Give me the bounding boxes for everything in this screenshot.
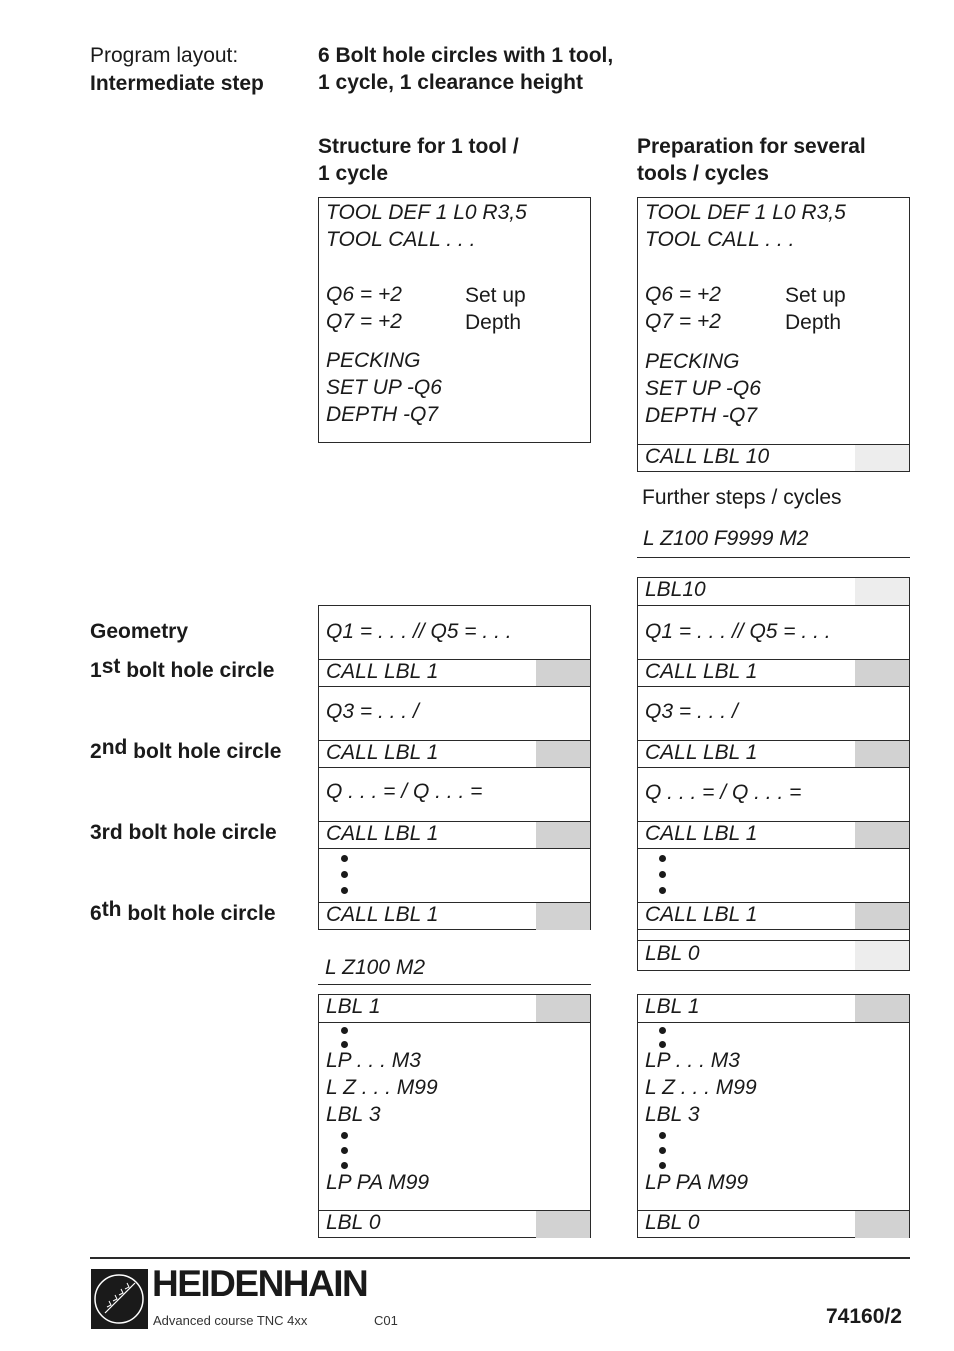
col2-lp-m3: LP . . . M3 — [645, 1049, 740, 1072]
col2-lz-m99: L Z . . . M99 — [645, 1076, 757, 1099]
col1-call-shade-3 — [536, 822, 590, 849]
col1-lbl0-shade — [536, 1211, 590, 1238]
col1-q7: Q7 = +2 — [326, 310, 402, 333]
ellipsis-dot — [341, 871, 348, 878]
col1-subprogram-box — [318, 994, 591, 1238]
col1-call-shade-1 — [536, 660, 590, 687]
col1-geometry-box — [318, 605, 591, 930]
col1-heading-line2: 1 cycle — [318, 162, 389, 185]
circle-2-suffix: nd — [101, 736, 128, 759]
footer-rule — [90, 1257, 910, 1259]
col1-lbl0-row — [319, 1210, 590, 1238]
col1-depth: DEPTH -Q7 — [326, 403, 439, 426]
col1-tool-def: TOOL DEF 1 L0 R3,5 — [326, 201, 527, 224]
col2-pecking: PECKING — [645, 350, 740, 373]
col2-tool-def: TOOL DEF 1 L0 R3,5 — [645, 201, 846, 224]
col2-call-lbl1-a: CALL LBL 1 — [645, 660, 758, 683]
col2-tool-call: TOOL CALL . . . — [645, 228, 795, 251]
document-number: 74160/2 — [826, 1305, 902, 1328]
col2-call-lbl10-row — [638, 444, 909, 471]
col1-lz-m99: L Z . . . M99 — [326, 1076, 438, 1099]
col2-q1-q5: Q1 = . . . // Q5 = . . . — [645, 620, 831, 643]
col1-call-lbl1-d: CALL LBL 1 — [326, 903, 439, 926]
col2-q3-row — [638, 686, 909, 741]
col2-lbl0-row — [638, 940, 909, 970]
col2-tool-box — [637, 197, 910, 472]
col2-lbl0-shade-b — [855, 1211, 909, 1238]
col1-q3-row — [319, 686, 590, 741]
circle-6-label — [90, 900, 276, 927]
col2-heading-line1: Preparation for several — [637, 135, 866, 158]
col1-q-q: Q . . . = / Q . . . = — [326, 780, 483, 803]
col2-q7: Q7 = +2 — [645, 310, 721, 333]
ellipsis-dot — [341, 887, 348, 894]
col1-call-shade-4 — [536, 903, 590, 930]
circle-2-number: 2 — [90, 740, 102, 763]
col1-setup: SET UP -Q6 — [326, 376, 442, 399]
circle-2-text: bolt hole circle — [127, 740, 282, 763]
col2-depth: DEPTH -Q7 — [645, 404, 758, 427]
ellipsis-dot — [659, 1027, 666, 1034]
ellipsis-dot — [659, 871, 666, 878]
col1-dots-row — [319, 848, 590, 903]
col1-call-row-1 — [319, 659, 590, 687]
col2-q6: Q6 = +2 — [645, 283, 721, 306]
col2-call-lbl10: CALL LBL 10 — [645, 445, 770, 468]
program-layout-label: Program layout: — [90, 44, 239, 67]
col2-lbl0-a: LBL 0 — [645, 942, 700, 965]
col1-heading-line1: Structure for 1 tool / — [318, 135, 519, 158]
circle-6-text: bolt hole circle — [121, 902, 276, 925]
ellipsis-dot — [341, 855, 348, 862]
col1-q7-note: Depth — [465, 311, 522, 334]
page-title-line2: 1 cycle, 1 clearance height — [318, 71, 583, 94]
ellipsis-dot — [341, 1147, 348, 1154]
col2-lp-pa: LP PA M99 — [645, 1171, 749, 1194]
col2-call-row-1 — [638, 659, 909, 687]
col1-lbl0: LBL 0 — [326, 1211, 381, 1234]
col2-call-shade-4 — [855, 903, 909, 930]
ellipsis-dot — [659, 1132, 666, 1139]
col2-q1-row — [638, 605, 909, 660]
col1-lp-pa: LP PA M99 — [326, 1171, 430, 1194]
col2-q6-note: Set up — [785, 284, 846, 307]
course-name: Advanced course TNC 4xx — [153, 1313, 308, 1328]
col2-lbl0-shade — [855, 941, 909, 970]
course-code: C01 — [374, 1313, 398, 1328]
col2-dots-row — [638, 848, 909, 903]
col2-lbl10-shade — [855, 578, 909, 606]
col1-call-lbl1-a: CALL LBL 1 — [326, 660, 439, 683]
circle-1-text: bolt hole circle — [120, 659, 275, 682]
col1-l-z100: L Z100 M2 — [325, 956, 426, 979]
circle-1-label — [90, 657, 274, 684]
col1-sub-body — [319, 1022, 590, 1211]
col2-heading-line2: tools / cycles — [637, 162, 769, 185]
col1-tool-box — [318, 197, 591, 443]
col2-lbl0-b: LBL 0 — [645, 1211, 700, 1234]
circle-1-suffix: st — [101, 655, 121, 678]
col2-call-row-4 — [638, 902, 909, 930]
col1-q6: Q6 = +2 — [326, 283, 402, 306]
ellipsis-dot — [659, 887, 666, 894]
ellipsis-dot — [659, 1041, 666, 1048]
circle-3-label: 3rd bolt hole circle — [90, 821, 277, 844]
col2-call-lbl1-c: CALL LBL 1 — [645, 822, 758, 845]
col2-call-lbl1-b: CALL LBL 1 — [645, 741, 758, 764]
geometry-label: Geometry — [90, 620, 189, 643]
col1-call-lbl1-b: CALL LBL 1 — [326, 741, 439, 764]
col1-lbl1-row — [319, 995, 590, 1023]
ellipsis-dot — [659, 1162, 666, 1169]
col2-sub-body — [638, 1022, 909, 1211]
col1-lp-m3: LP . . . M3 — [326, 1049, 421, 1072]
circle-6-number: 6 — [90, 902, 102, 925]
col2-q-q: Q . . . = / Q . . . = — [645, 781, 802, 804]
ellipsis-dot — [659, 855, 666, 862]
col2-lbl0-row-b — [638, 1210, 909, 1238]
col1-tool-call: TOOL CALL . . . — [326, 228, 476, 251]
col1-q1-q5: Q1 = . . . // Q5 = . . . — [326, 620, 512, 643]
circle-1-number: 1 — [90, 659, 102, 682]
col2-lbl10-row — [638, 578, 909, 606]
col1-call-row-2 — [319, 740, 590, 768]
col2-setup: SET UP -Q6 — [645, 377, 761, 400]
col1-lbl1-shade — [536, 995, 590, 1023]
col2-call-lbl1-d: CALL LBL 1 — [645, 903, 758, 926]
col2-lbl10: LBL10 — [645, 578, 706, 601]
ellipsis-dot — [341, 1162, 348, 1169]
heidenhain-logo-icon — [91, 1269, 148, 1329]
col2-lbl1-row — [638, 995, 909, 1023]
col2-subprogram-box — [637, 994, 910, 1238]
col1-divider — [318, 984, 591, 985]
col2-call-lbl10-shade — [855, 445, 909, 471]
col1-lbl1: LBL 1 — [326, 995, 381, 1018]
col1-q6-note: Set up — [465, 284, 526, 307]
col2-call-shade-2 — [855, 741, 909, 768]
col1-call-row-4 — [319, 902, 590, 930]
col2-lbl1-shade — [855, 995, 909, 1023]
col2-q3: Q3 = . . . / — [645, 700, 738, 723]
col2-call-row-3 — [638, 821, 909, 849]
page-title-line1: 6 Bolt hole circles with 1 tool, — [318, 44, 614, 67]
col1-call-lbl1-c: CALL LBL 1 — [326, 822, 439, 845]
col1-q3: Q3 = . . . / — [326, 700, 419, 723]
col1-call-row-3 — [319, 821, 590, 849]
col2-lbl3: LBL 3 — [645, 1103, 700, 1126]
col2-call-row-2 — [638, 740, 909, 768]
col2-call-shade-1 — [855, 660, 909, 687]
col1-lbl3: LBL 3 — [326, 1103, 381, 1126]
brand-wordmark: HEIDENHAIN — [152, 1263, 368, 1304]
col2-q7-note: Depth — [785, 311, 842, 334]
circle-2-label — [90, 738, 281, 765]
intermediate-step-label: Intermediate step — [90, 72, 264, 95]
ellipsis-dot — [341, 1041, 348, 1048]
ellipsis-dot — [659, 1147, 666, 1154]
ellipsis-dot — [341, 1027, 348, 1034]
col1-qq-row — [319, 767, 590, 822]
col2-divider — [637, 557, 910, 558]
col2-geometry-box — [637, 577, 910, 971]
col2-l-z100: L Z100 F9999 M2 — [643, 527, 809, 550]
col2-qq-row — [638, 767, 909, 822]
ellipsis-dot — [341, 1132, 348, 1139]
col1-pecking: PECKING — [326, 349, 421, 372]
circle-6-suffix: th — [101, 898, 122, 921]
col2-lbl1: LBL 1 — [645, 995, 700, 1018]
col2-further-steps: Further steps / cycles — [642, 486, 842, 509]
col1-call-shade-2 — [536, 741, 590, 768]
col1-q1-row — [319, 606, 590, 660]
col2-call-shade-3 — [855, 822, 909, 849]
